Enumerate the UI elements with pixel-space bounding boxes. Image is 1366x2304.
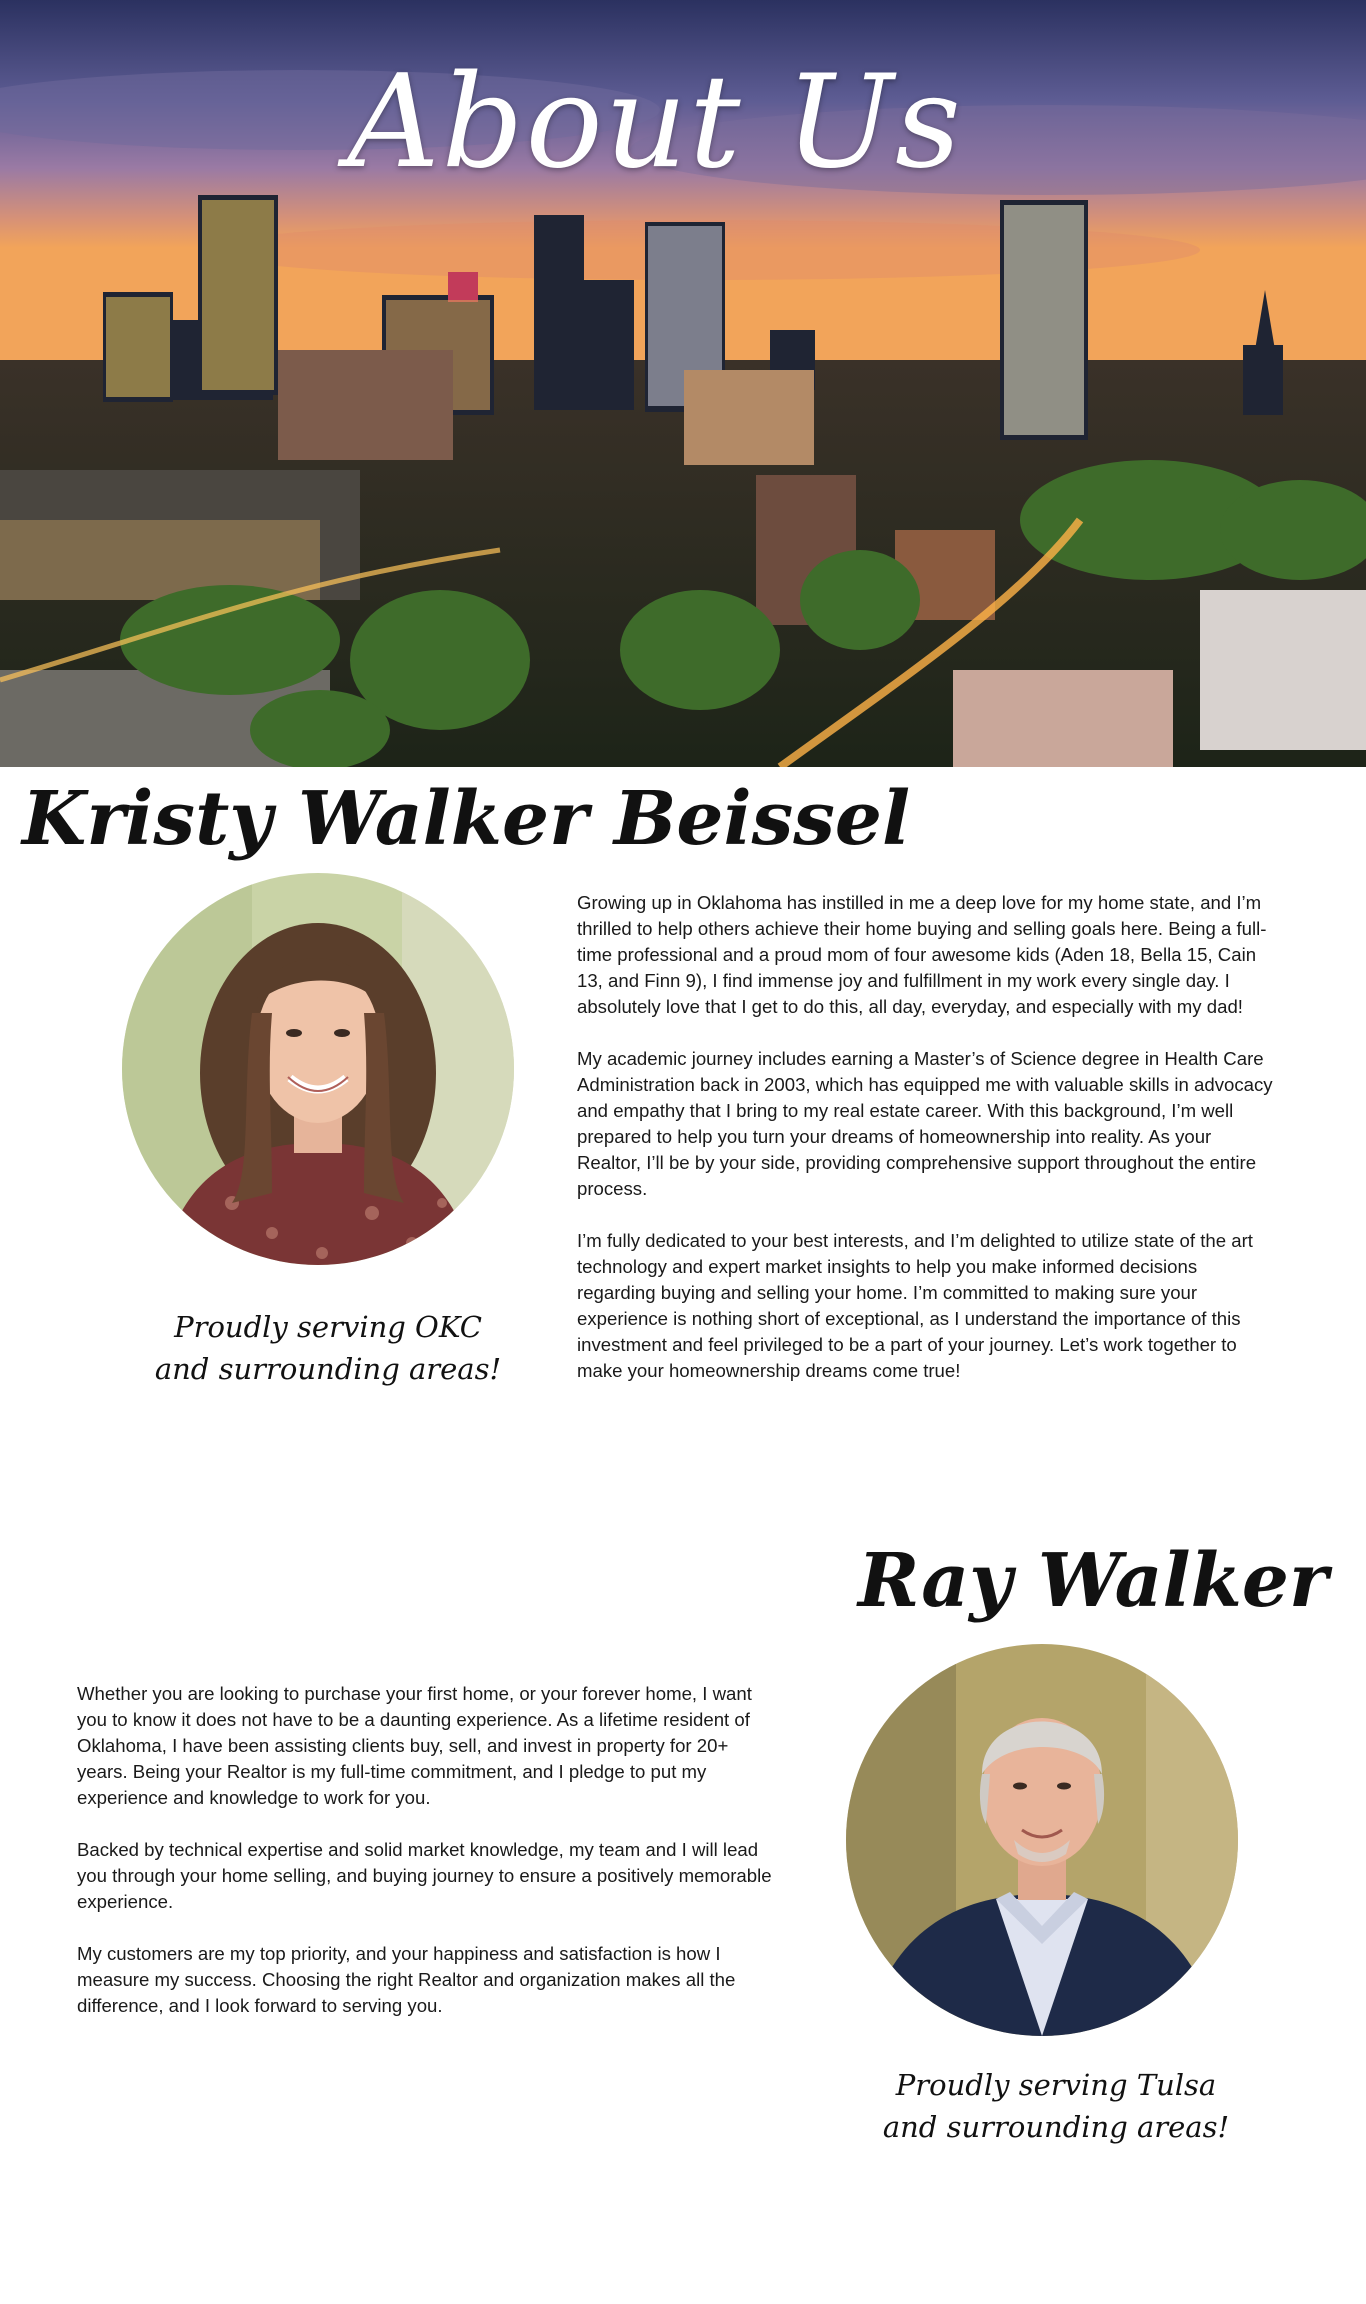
bio-paragraph: My customers are my top priority, and your happiness and satisfaction is how I measure my success. Choosing the right Realtor and organization makes all the difference, and I look forward to serving you.	[77, 1943, 736, 2016]
agent-name: Ray Walker	[858, 1538, 1328, 1624]
bio-paragraph: I’m fully dedicated to your best interests, and I’m delighted to utilize state of the art technology and expert market insights to help you make informed decisions regarding buying and selling your home. I’m committed to making sure your experience is nothing short of exceptional, as I understand the importance of this investment and feel privileged to be a part of your journey. Let’s work together to make your homeownership dreams come true!	[577, 1230, 1253, 1381]
agent-portrait-ray	[846, 1644, 1238, 2036]
agent-bio	[577, 890, 1277, 1410]
bio-paragraph: Backed by technical expertise and solid market knowledge, my team and I will lead you through your home selling, and buying journey to ensure a positively memorable experience.	[77, 1839, 772, 1912]
tagline-line: Proudly serving OKC	[174, 1310, 482, 1344]
tagline-line: and surrounding areas!	[882, 2110, 1230, 2144]
bio-paragraph: Growing up in Oklahoma has instilled in me a deep love for my home state, and I’m thrilled to help others achieve their home buying and selling goals here. Being a full-time professional and a proud mom of four awesome kids (Aden 18, Bella 15, Cain 13, and Finn 9), I find immense joy and fulfillment in my work every single day. I absolutely love that I get to do this, all day, everyday, and especially with my dad!	[577, 892, 1267, 1017]
agent-tagline	[870, 2064, 1242, 2148]
page-title: About Us	[347, 48, 963, 197]
agent-portrait-kristy	[122, 873, 514, 1265]
bio-paragraph: My academic journey includes earning a Master’s of Science degree in Health Care Administration back in 2003, which has equipped me with valuable skills in advocacy and empathy that I bring to my real estate career. With this background, I’m well prepared to help you turn your dreams of homeownership into reality. As your Realtor, I’ll be by your side, providing comprehensive support throughout the entire process.	[577, 1048, 1273, 1199]
agent-bio	[77, 1681, 782, 2045]
tagline-line: and surrounding areas!	[154, 1352, 502, 1386]
hero-banner	[0, 0, 1366, 767]
tagline-line: Proudly serving Tulsa	[895, 2068, 1217, 2102]
agent-name: Kristy Walker Beissel	[22, 776, 911, 862]
bio-paragraph: Whether you are looking to purchase your first home, or your forever home, I want you to know it does not have to be a daunting experience. As a lifetime resident of Oklahoma, I have been assisting clients buy, sell, and invest in property for 20+ years. Being your Realtor is my full-time commitment, and I pledge to put my experience and knowledge to work for you.	[77, 1683, 752, 1808]
agent-tagline	[142, 1306, 514, 1390]
